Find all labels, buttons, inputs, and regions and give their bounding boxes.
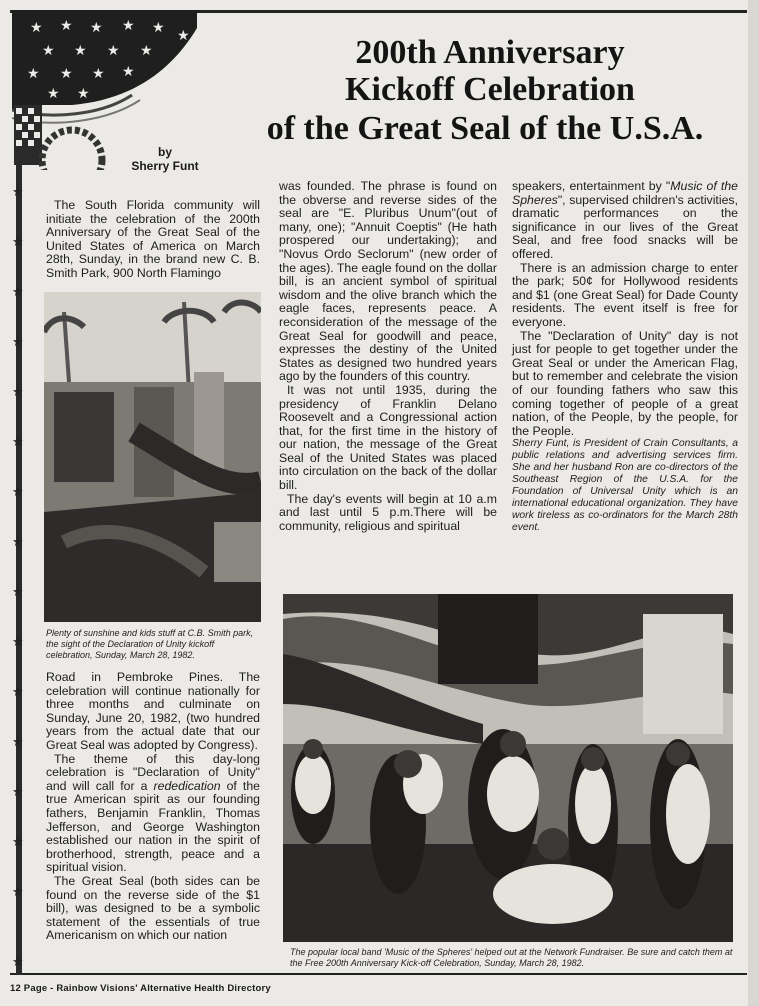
column-1-bottom xyxy=(46,671,260,943)
headline-line-1: 200th Anniversary xyxy=(355,34,625,71)
frame-bottom-rule xyxy=(10,973,747,975)
paragraph-text: ", supervised children's activities, dramatic performances on the significance in our lives of the Great Seal, and free food snacks will be offered. xyxy=(512,192,738,261)
photo-caption-band: The popular local band 'Music of the Spheres' helped out at the Network Fundraiser. Be sure and catch them at the Free 200th Anniversary Kick-off Celebration, Sunday, March 28, 1982. xyxy=(290,947,733,968)
svg-text:★: ★ xyxy=(74,42,87,58)
star-icon: ★ xyxy=(12,434,24,449)
svg-text:★: ★ xyxy=(47,85,60,101)
paragraph xyxy=(46,753,260,875)
svg-text:★: ★ xyxy=(77,85,90,101)
page-footer: 12 Page - Rainbow Visions' Alternative Health Directory xyxy=(10,983,271,994)
park-playground-photo xyxy=(44,292,261,622)
paragraph: The "Declaration of Unity" day is not just for people to get together under the Great Seal or under the American Flag, but to remember and celebrate the vision of our founding fathers who saw this coming together of people of a great nation, of the People, by the people, for the People. xyxy=(512,328,738,438)
emphasis-text: Music of the Spheres xyxy=(512,179,738,207)
star-icon: ★ xyxy=(12,734,24,749)
svg-text:★: ★ xyxy=(27,65,40,81)
svg-text:★: ★ xyxy=(107,42,120,58)
svg-text:★: ★ xyxy=(30,19,43,35)
paragraph: Road in Pembroke Pines. The celebration will continue nationally for three months and culminate on Sunday, June 20, 1982, (two hundred years from the actual date that our Great Seal was adopted by Congress). xyxy=(46,670,260,752)
star-icon: ★ xyxy=(12,534,24,549)
svg-text:★: ★ xyxy=(90,19,103,35)
star-icon: ★ xyxy=(12,334,24,349)
star-icon: ★ xyxy=(12,584,24,599)
headline-line-3: of the Great Seal of the U.S.A. xyxy=(266,110,704,147)
headline-line-2: Kickoff Celebration xyxy=(345,71,635,108)
star-icon: ★ xyxy=(12,234,24,249)
svg-text:★: ★ xyxy=(60,17,73,33)
byline-by: by xyxy=(157,145,172,159)
headline xyxy=(230,35,750,149)
star-icon: ★ xyxy=(12,184,24,199)
star-icon: ★ xyxy=(12,634,24,649)
svg-text:★: ★ xyxy=(140,42,153,58)
svg-text:★: ★ xyxy=(152,19,165,35)
byline xyxy=(90,145,240,173)
star-icon: ★ xyxy=(12,384,24,399)
star-icon: ★ xyxy=(12,484,24,499)
paragraph-text: The theme of this day-long celebration is "Declaration of Unity" and will call for a xyxy=(46,751,260,793)
band-fundraiser-photo xyxy=(283,594,733,942)
star-icon: ★ xyxy=(12,954,24,969)
paragraph-text: of the true American spirit as our founding fathers, Benjamin Franklin, Thomas Jefferson, and George Washington established our nation in the spirit of brotherhood, strength, peace and a spiritual vision. xyxy=(46,778,260,875)
svg-text:★: ★ xyxy=(122,17,135,33)
paragraph: The Great Seal (both sides can be found on the reverse side of the $1 bill), was designed to be a symbolic statement of the essentials of true Americanism on which our nation xyxy=(46,873,260,943)
star-icon: ★ xyxy=(12,784,24,799)
author-bio: Sherry Funt, is President of Crain Consultants, a public relations and advertising services firm. She and her husband Ron are co-directors of the Southeast Region of the U.S.A. for the Foundation of Universal Unity which is an international educational organization. They have work tireless as co-ordinators for the March 28th event. xyxy=(512,438,738,534)
svg-text:★: ★ xyxy=(60,65,73,81)
column-1-top xyxy=(46,199,260,281)
photo-caption-park: Plenty of sunshine and kids stuff at C.B. Smith park, the sight of the Declaration of Unity kickoff celebration, Sunday, March 28, 1982. xyxy=(46,628,254,660)
paragraph: was founded. The phrase is found on the obverse and reverse sides of the seal are "E. Pluribus Unum"(out of many, one); "Annuit Coeptis" (He hath prospered our undertaking); and "Novus Ordo Seclorum" (new order of the ages). The eagle found on the dollar bill, is an ancient symbol of spiritual wisdom and the olive branch which the eagle faces, represents peace. A reconsideration of the message of the Great Seal for goodwill and peace, expresses the destiny of the United States as designed two hundred years ago by the founders of this country. xyxy=(279,179,497,384)
paragraph-text: speakers, entertainment by " xyxy=(512,179,671,193)
star-icon: ★ xyxy=(12,834,24,849)
paragraph: The South Florida community will initiate the celebration of the 200th Anniversary of the Great Seal of the United States of America on March 28th, Sunday, in the brand new C. B. Smith Park, 900 North Flamingo xyxy=(46,198,260,280)
svg-text:★: ★ xyxy=(42,42,55,58)
adjacent-page-edge xyxy=(748,0,759,1006)
emphasis-text: rededication xyxy=(153,778,221,793)
paragraph xyxy=(512,180,738,262)
star-icon: ★ xyxy=(12,684,24,699)
paragraph: It was not until 1935, during the presidency of Franklin Delano Roosevelt and a Congressional action that, for the first time in the history of our nation, the message of the Great Seal of the United States was placed into circulation on the back of the dollar bill. xyxy=(279,382,497,493)
svg-text:★: ★ xyxy=(92,65,105,81)
byline-author: Sherry Funt xyxy=(131,159,199,173)
column-3 xyxy=(512,180,738,534)
star-icon: ★ xyxy=(12,884,24,899)
column-2 xyxy=(279,180,497,533)
star-icon: ★ xyxy=(12,284,24,299)
paragraph: The day's events will begin at 10 a.m and last until 5 p.m.There will be community, religious and spiritual xyxy=(279,491,497,533)
svg-text:★: ★ xyxy=(122,63,135,79)
svg-text:★: ★ xyxy=(177,27,190,43)
paragraph: There is an admission charge to enter the park; 50¢ for Hollywood residents and $1 (one Great Seal) for Dade County residents. The event itself is free for everyone. xyxy=(512,260,738,329)
